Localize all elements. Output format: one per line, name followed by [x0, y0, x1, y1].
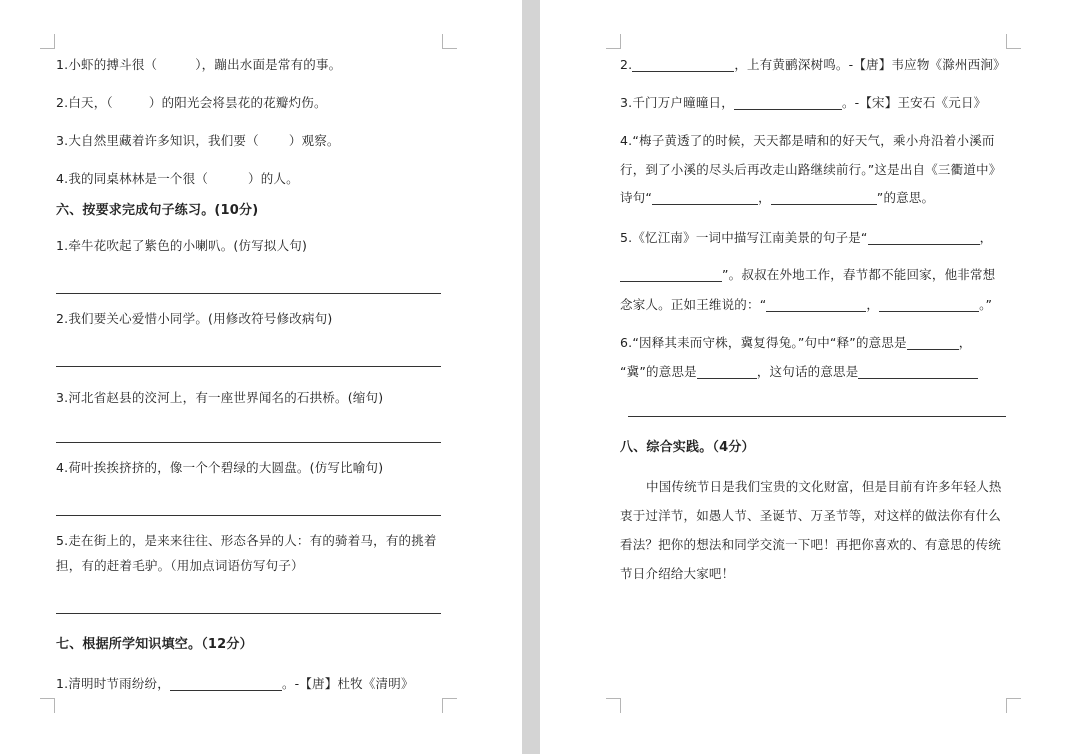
poem-fill-1 — [56, 675, 414, 693]
fill-question-3 — [56, 132, 340, 150]
question-text: ”。叔叔在外地工作，春节都不能回家，他非常想 — [722, 267, 996, 282]
poem-fill-4-line-2: 行，到了小溪的尽头后再改走山路继续前行。”这是出自《三衢道中》 — [620, 162, 1002, 177]
section-7-heading: 七、根据所学知识填空。（12分） — [56, 637, 253, 652]
question-text: ，上有黄鹂深树鸣。-【唐】韦应物《滁州西涧》 — [734, 57, 1006, 72]
answer-blank[interactable] — [170, 676, 282, 691]
answer-blank[interactable] — [734, 95, 842, 110]
sentence-task-5-line-2: 担，有的赶着毛驴。（用加点词语仿写句子） — [56, 558, 304, 573]
question-text: 5.《忆江南》一词中描写江南美景的句子是“ — [620, 230, 868, 245]
answer-line-1[interactable] — [56, 293, 441, 294]
classical-text-6-line-2 — [620, 363, 978, 381]
margin-mark-top-left — [606, 34, 621, 49]
margin-mark-bottom-left — [606, 698, 621, 713]
practice-paragraph-line-2: 衷于过洋节，如愚人节、圣诞节、万圣节等，对这样的做法你有什么 — [620, 508, 1002, 523]
answer-line-4[interactable] — [56, 515, 441, 516]
question-text: ， — [758, 190, 771, 205]
classical-text-6-line-1 — [620, 334, 971, 352]
answer-blank[interactable] — [632, 57, 734, 72]
question-text: ），蹦出水面是常有的事。 — [195, 57, 342, 72]
margin-mark-top-right — [1006, 34, 1021, 49]
question-text: 1.清明时节雨纷纷， — [56, 676, 170, 691]
question-text: 。-【唐】杜牧《清明》 — [281, 676, 414, 691]
answer-line-3[interactable] — [56, 442, 441, 443]
answer-blank[interactable] — [858, 364, 978, 379]
fill-question-1 — [56, 56, 341, 74]
margin-mark-top-right — [442, 34, 457, 49]
practice-paragraph-line-4: 节日介绍给大家吧！ — [620, 566, 735, 581]
question-text: 4.我的同桌林林是一个很（ — [56, 171, 209, 186]
question-text: 3.大自然里藏着许多知识，我们要（ — [56, 133, 259, 148]
document-page-right — [540, 0, 1080, 754]
question-text: 。-【宋】王安石《元日》 — [841, 95, 987, 110]
practice-paragraph-line-1: 中国传统节日是我们宝贵的文化财富，但是目前有许多年轻人热 — [646, 479, 1002, 494]
poem-fill-4-line-1: 4.“梅子黄透了的时候，天天都是晴和的好天气，乘小舟沿着小溪而 — [620, 133, 995, 148]
sentence-task-4: 4.荷叶挨挨挤挤的，像一个个碧绿的大圆盘。(仿写比喻句) — [56, 460, 384, 475]
question-text: 1.小虾的搏斗很（ — [56, 57, 158, 72]
question-text: ， — [866, 297, 880, 312]
sentence-task-2: 2.我们要关心爱惜小同学。(用修改符号修改病句) — [56, 311, 333, 326]
fill-question-4 — [56, 170, 299, 188]
answer-line-2[interactable] — [56, 366, 441, 367]
practice-paragraph-line-3: 看法？把你的想法和同学交流一下吧！再把你喜欢的、有意思的传统 — [620, 537, 1002, 552]
question-text: “冀”的意思是 — [620, 364, 697, 379]
margin-mark-bottom-right — [1006, 698, 1021, 713]
margin-mark-top-left — [40, 34, 55, 49]
poem-fill-3 — [620, 94, 986, 112]
question-text: ）观察。 — [288, 133, 340, 148]
poem-fill-5-line-3 — [620, 296, 992, 314]
question-text: ）的阳光会将昙花的花瓣灼伤。 — [148, 95, 327, 110]
margin-mark-bottom-left — [40, 698, 55, 713]
sentence-task-3: 3.河北省赵县的洨河上，有一座世界闻名的石拱桥。(缩句) — [56, 390, 384, 405]
section-6-heading: 六、按要求完成句子练习。(10分) — [56, 203, 259, 218]
question-text: ”的意思。 — [876, 190, 935, 205]
answer-line-6[interactable] — [628, 416, 1006, 417]
question-text: 2.白天，（ — [56, 95, 113, 110]
answer-blank[interactable] — [652, 190, 758, 205]
question-text: ）的人。 — [248, 171, 299, 186]
answer-blank[interactable] — [697, 364, 757, 379]
answer-blank[interactable] — [771, 190, 877, 205]
question-text: ， — [979, 230, 993, 245]
answer-blank[interactable] — [879, 297, 979, 312]
answer-blank[interactable] — [907, 335, 959, 350]
section-8-heading: 八、综合实践。（4分） — [620, 440, 755, 455]
sentence-task-5-line-1: 5.走在街上的，是来来往往、形态各异的人：有的骑着马，有的挑着 — [56, 533, 437, 548]
fill-question-2 — [56, 94, 327, 112]
question-text: 3.千门万户曈曈日， — [620, 95, 734, 110]
poem-fill-4-line-3 — [620, 189, 934, 207]
question-text: 2. — [620, 57, 633, 72]
poem-fill-5-line-1 — [620, 229, 992, 247]
question-text: 。” — [979, 297, 993, 312]
margin-mark-bottom-right — [442, 698, 457, 713]
poem-fill-5-line-2 — [620, 266, 995, 284]
answer-blank[interactable] — [766, 297, 866, 312]
poem-fill-2 — [620, 56, 1006, 74]
sentence-task-1: 1.牵牛花吹起了紫色的小喇叭。(仿写拟人句) — [56, 238, 308, 253]
answer-blank[interactable] — [620, 267, 722, 282]
answer-blank[interactable] — [868, 230, 980, 245]
answer-line-5[interactable] — [56, 613, 441, 614]
question-text: 诗句“ — [620, 190, 653, 205]
question-text: 6.“因释其耒而守株，冀复得兔。”句中“释”的意思是 — [620, 335, 907, 350]
question-text: ，这句话的意思是 — [756, 364, 859, 379]
question-text: 念家人。正如王维说的：“ — [620, 297, 767, 312]
document-page-left — [0, 0, 522, 754]
question-text: ， — [958, 335, 972, 350]
